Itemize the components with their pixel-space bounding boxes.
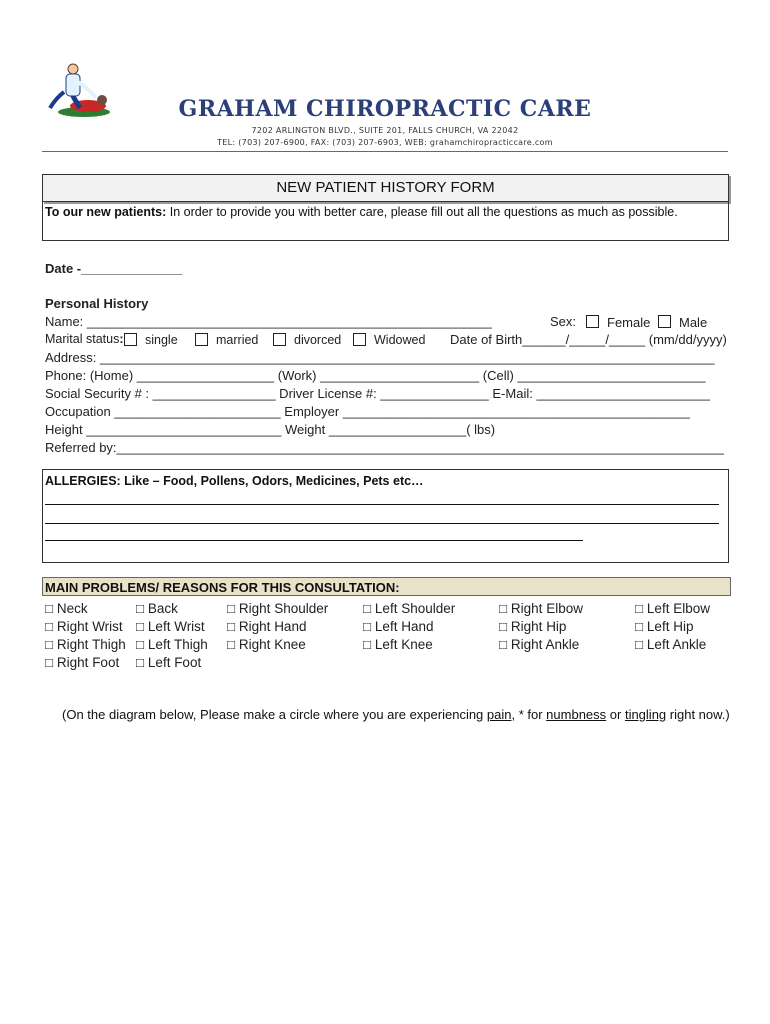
- problem-left-foot[interactable]: □ Left Foot: [136, 655, 202, 670]
- problem-back[interactable]: □ Back: [136, 601, 178, 616]
- allergy-line-3[interactable]: [45, 540, 583, 541]
- checkbox-icon[interactable]: □: [136, 655, 145, 670]
- occupation-employer-fields[interactable]: Occupation _______________________ Employer ________________________________________________: [45, 404, 690, 419]
- problem-right-shoulder[interactable]: □ Right Shoulder: [227, 601, 329, 616]
- widowed-label: Widowed: [374, 333, 426, 347]
- marital-status-text: Marital status: [45, 332, 120, 346]
- problem-left-ankle[interactable]: □ Left Ankle: [635, 637, 707, 652]
- date-field[interactable]: Date -______________: [45, 261, 183, 276]
- intro-text: [45, 205, 678, 219]
- personal-history-heading: Personal History: [45, 296, 149, 311]
- checkbox-icon[interactable]: □: [635, 601, 644, 616]
- clinic-name: GRAHAM CHIROPRACTIC CARE: [178, 96, 592, 122]
- widowed-checkbox[interactable]: [353, 333, 366, 346]
- main-problems-heading: MAIN PROBLEMS/ REASONS FOR THIS CONSULTATION:: [42, 577, 731, 596]
- problem-right-thigh[interactable]: □ Right Thigh: [45, 637, 126, 652]
- clinic-contact: TEL: (703) 207-6900, FAX: (703) 207-6903, WEB: grahamchiropracticcare.com: [217, 138, 553, 147]
- problem-left-elbow[interactable]: □ Left Elbow: [635, 601, 710, 616]
- phone-fields[interactable]: Phone: (Home) ___________________ (Work) ______________________ (Cell) __________________________: [45, 368, 706, 383]
- problem-left-knee[interactable]: □ Left Knee: [363, 637, 433, 652]
- checkbox-icon[interactable]: □: [499, 619, 508, 634]
- problem-left-shoulder[interactable]: □ Left Shoulder: [363, 601, 456, 616]
- checkbox-icon[interactable]: □: [45, 619, 54, 634]
- checkbox-icon[interactable]: □: [45, 655, 54, 670]
- checkbox-icon[interactable]: □: [363, 619, 372, 634]
- checkbox-icon[interactable]: □: [635, 637, 644, 652]
- checkbox-icon[interactable]: □: [499, 601, 508, 616]
- form-title: NEW PATIENT HISTORY FORM: [42, 174, 729, 202]
- problem-left-thigh[interactable]: □ Left Thigh: [136, 637, 208, 652]
- dob-field[interactable]: Date of Birth______/_____/_____ (mm/dd/yyyy): [450, 332, 727, 347]
- male-checkbox[interactable]: [658, 315, 671, 328]
- checkbox-icon[interactable]: □: [227, 619, 236, 634]
- checkbox-icon[interactable]: □: [45, 637, 54, 652]
- intro-bold: To our new patients:: [45, 205, 167, 219]
- problem-right-elbow[interactable]: □ Right Elbow: [499, 601, 583, 616]
- checkbox-icon[interactable]: □: [499, 637, 508, 652]
- female-checkbox[interactable]: [586, 315, 599, 328]
- height-weight-fields[interactable]: Height ___________________________ Weight ___________________( lbs): [45, 422, 496, 437]
- problem-right-knee[interactable]: □ Right Knee: [227, 637, 306, 652]
- marital-status-colon: :: [119, 332, 124, 346]
- problem-right-ankle[interactable]: □ Right Ankle: [499, 637, 580, 652]
- divorced-label: divorced: [294, 333, 342, 347]
- name-field[interactable]: Name: ________________________________________________________: [45, 314, 492, 329]
- female-label: Female: [607, 315, 651, 330]
- single-label: single: [145, 333, 178, 347]
- ssn-license-email-fields[interactable]: Social Security # : _________________ Driver License #: _______________ E-Mail: ________________________: [45, 386, 710, 401]
- problem-left-wrist[interactable]: □ Left Wrist: [136, 619, 205, 634]
- married-label: married: [216, 333, 259, 347]
- checkbox-icon[interactable]: □: [227, 601, 236, 616]
- allergy-line-2[interactable]: [45, 523, 719, 524]
- header-divider: [42, 151, 728, 152]
- sex-label: Sex:: [550, 314, 577, 329]
- problem-left-hand[interactable]: □ Left Hand: [363, 619, 434, 634]
- married-checkbox[interactable]: [195, 333, 208, 346]
- problem-left-hip[interactable]: □ Left Hip: [635, 619, 694, 634]
- single-checkbox[interactable]: [124, 333, 137, 346]
- intro-body: In order to provide you with better care, please fill out all the questions as much as possible.: [166, 205, 678, 219]
- allergies-box: [42, 469, 729, 563]
- problem-right-wrist[interactable]: □ Right Wrist: [45, 619, 123, 634]
- problem-right-hip[interactable]: □ Right Hip: [499, 619, 567, 634]
- problem-neck[interactable]: □ Neck: [45, 601, 88, 616]
- clinic-address: 7202 ARLINGTON BLVD., SUITE 201, FALLS CHURCH, VA 22042: [251, 126, 519, 135]
- divorced-checkbox[interactable]: [273, 333, 286, 346]
- problem-right-foot[interactable]: □ Right Foot: [45, 655, 120, 670]
- address-field[interactable]: Address: _____________________________________________________________________________________: [45, 350, 715, 365]
- checkbox-icon[interactable]: □: [363, 601, 372, 616]
- marital-status-label: [45, 332, 124, 346]
- checkbox-icon[interactable]: □: [45, 601, 54, 616]
- allergies-title: ALLERGIES: Like – Food, Pollens, Odors, Medicines, Pets etc…: [45, 474, 424, 488]
- checkbox-icon[interactable]: □: [136, 637, 145, 652]
- intro-box: [42, 202, 729, 241]
- diagram-instruction: (On the diagram below, Please make a circle where you are experiencing pain, * for numbness or tingling right now.): [62, 707, 730, 722]
- checkbox-icon[interactable]: □: [635, 619, 644, 634]
- male-label: Male: [679, 315, 708, 330]
- referred-by-field[interactable]: Referred by:____________________________________________________________________________________: [45, 440, 724, 455]
- problem-right-hand[interactable]: □ Right Hand: [227, 619, 307, 634]
- checkbox-icon[interactable]: □: [227, 637, 236, 652]
- checkbox-icon[interactable]: □: [136, 601, 145, 616]
- allergy-line-1[interactable]: [45, 504, 719, 505]
- checkbox-icon[interactable]: □: [363, 637, 372, 652]
- checkbox-icon[interactable]: □: [136, 619, 145, 634]
